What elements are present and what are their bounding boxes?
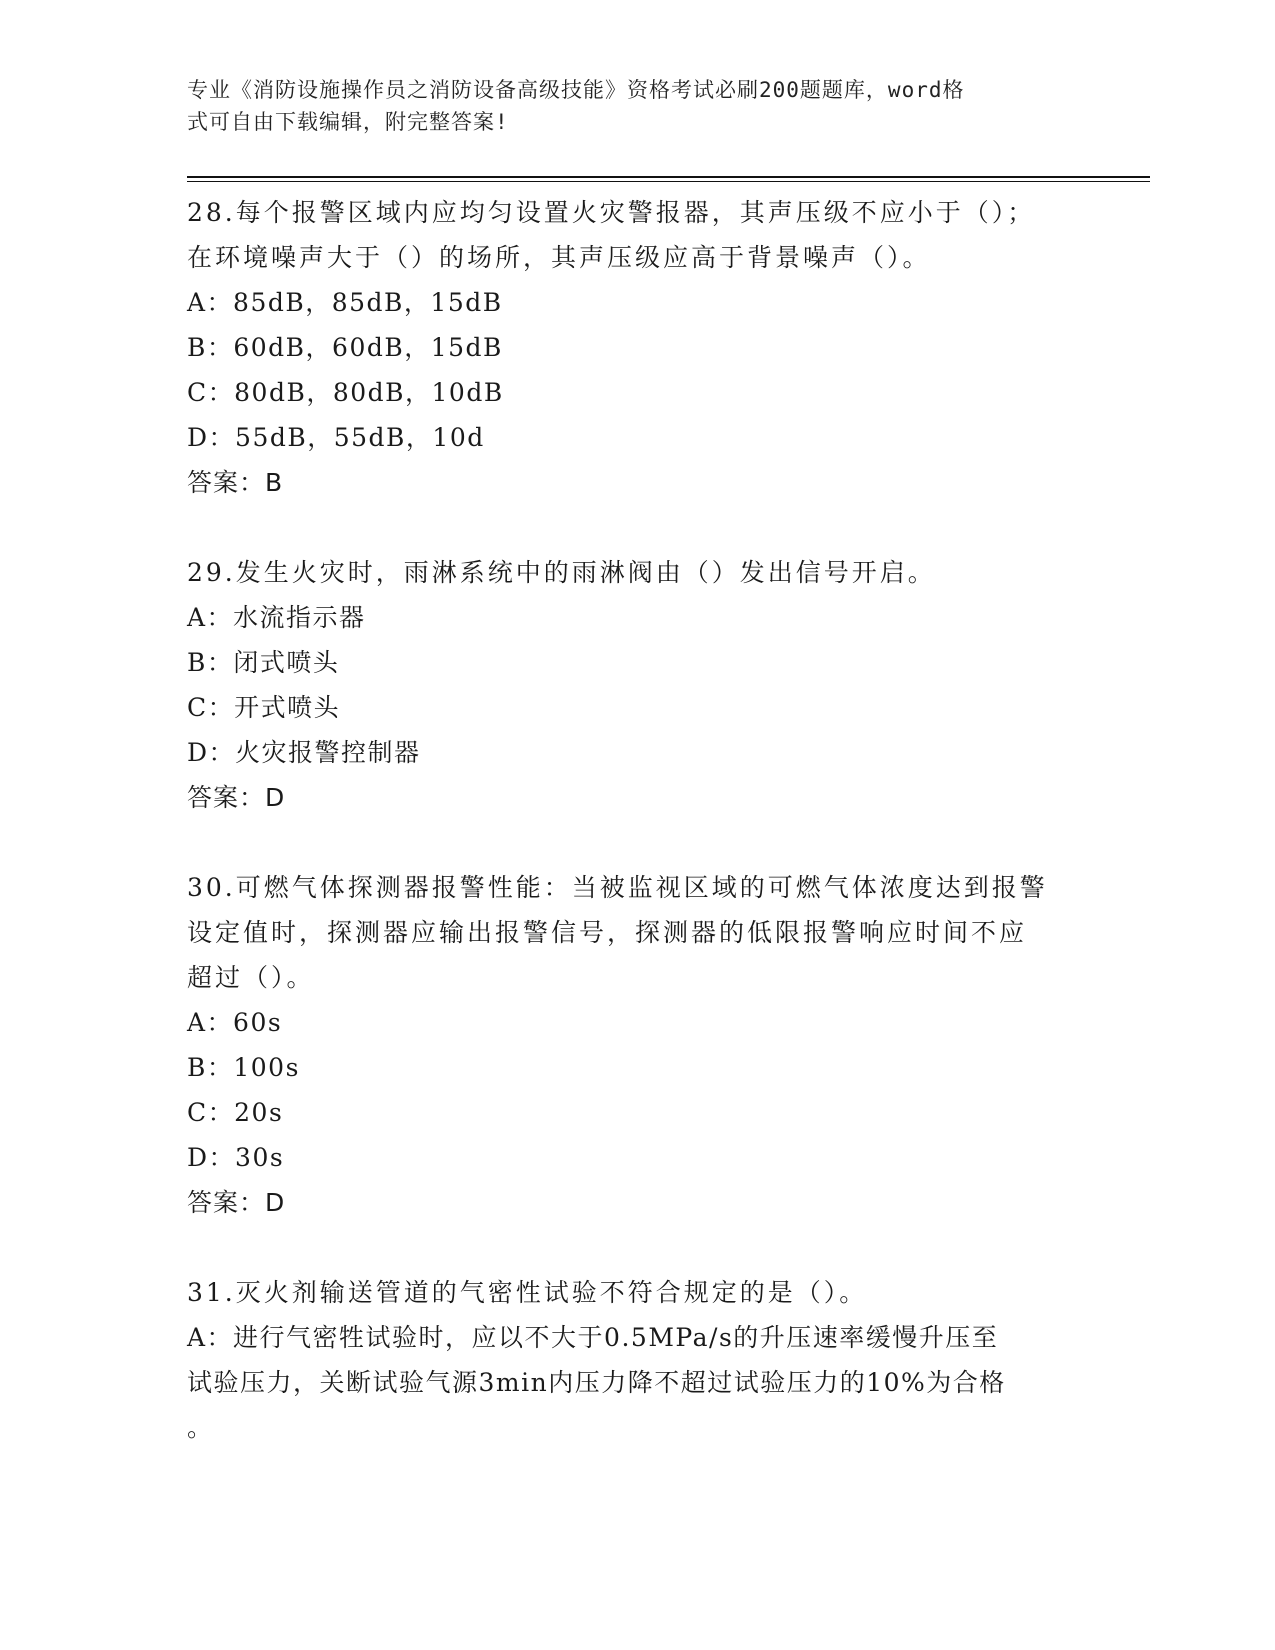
option-c: C：开式喷头 xyxy=(187,693,341,722)
option-d: D：55dB，55dB，10d xyxy=(187,423,485,452)
option-a-continued: 试验压力，关断试验气源3min内压力降不超过试验压力的10%为合格 xyxy=(187,1368,1006,1397)
option-a: A：水流指示器 xyxy=(187,603,366,632)
question-text-line: 31.灭火剂输送管道的气密性试验不符合规定的是（）。 xyxy=(187,1278,868,1307)
question-text-line: 30.可燃气体探测器报警性能：当被监视区域的可燃气体浓度达到报警 xyxy=(187,873,1048,902)
option-d: D：30s xyxy=(187,1143,285,1172)
question-block-28 xyxy=(187,190,1087,505)
option-c: C：20s xyxy=(187,1098,284,1127)
option-a: A：60s xyxy=(187,1008,283,1037)
option-b: B：闭式喷头 xyxy=(187,648,340,677)
question-text-line: 设定值时，探测器应输出报警信号，探测器的低限报警响应时间不应 xyxy=(187,918,1028,947)
answer-text: 答案：B xyxy=(187,468,284,497)
question-text-line: 29.发生火灾时，雨淋系统中的雨淋阀由（）发出信号开启。 xyxy=(187,558,936,587)
question-text-line: 28.每个报警区域内应均匀设置火灾警报器，其声压级不应小于（）； xyxy=(187,198,1036,227)
header-line-1: 专业《消防设施操作员之消防设备高级技能》资格考试必刷200题题库，word格 xyxy=(187,78,965,102)
question-text-line: 超过（）。 xyxy=(187,963,315,992)
header-line-2: 式可自由下载编辑，附完整答案! xyxy=(187,110,509,134)
option-b: B：100s xyxy=(187,1053,300,1082)
option-a: A：进行气密牲试验时，应以不大于0.5MPa/s的升压速率缓慢升压至 xyxy=(187,1323,999,1352)
option-b: B：60dB，60dB，15dB xyxy=(187,333,503,362)
question-block-29 xyxy=(187,550,1087,820)
option-d: D：火灾报警控制器 xyxy=(187,738,421,767)
option-a-continued: 。 xyxy=(187,1413,214,1442)
document-header xyxy=(187,74,1067,138)
question-text-line: 在环境噪声大于（）的场所，其声压级应高于背景噪声（）。 xyxy=(187,243,931,272)
option-c: C：80dB，80dB，10dB xyxy=(187,378,504,407)
question-block-30 xyxy=(187,865,1087,1225)
option-a: A：85dB，85dB，15dB xyxy=(187,288,503,317)
question-block-31 xyxy=(187,1270,1087,1450)
header-rule-thin xyxy=(187,181,1150,182)
answer-text: 答案：D xyxy=(187,1188,286,1217)
header-rule-thick xyxy=(187,176,1150,178)
question-list xyxy=(187,190,1087,1450)
answer-text: 答案：D xyxy=(187,783,286,812)
